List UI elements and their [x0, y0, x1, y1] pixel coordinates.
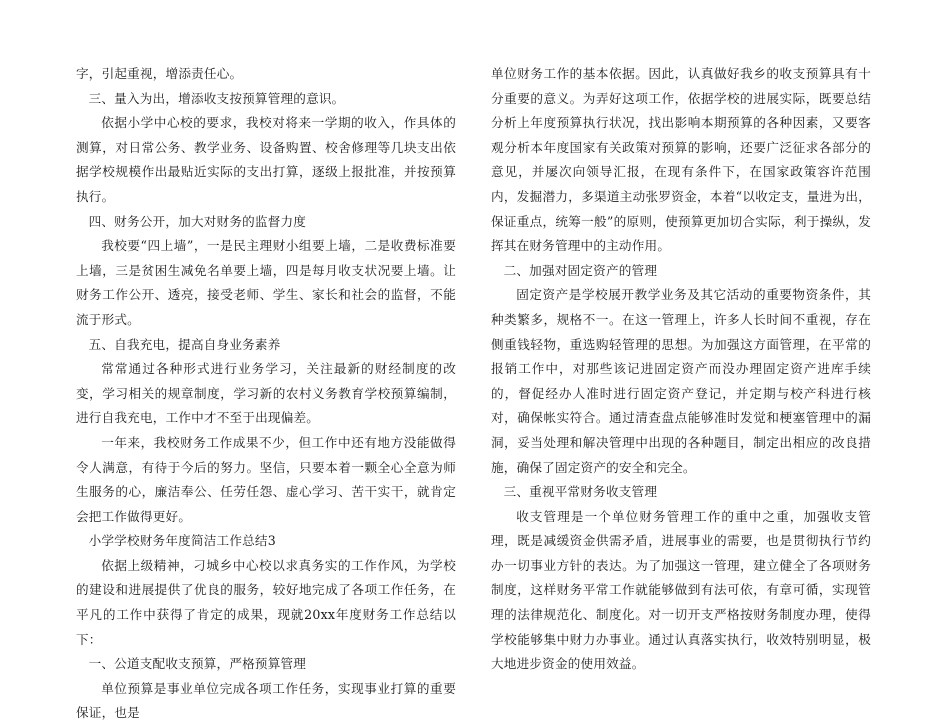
body-paragraph: 单位财务工作的基本依据。因此，认真做好我乡的收支预算具有十分重要的意义。为弄好这项工作，依据学校的进展实际，既要总结分析上年度预算执行状况，找出影响本期预算的各种因素，又要客观分析本年度国家有关政策对预算的影响，还要广泛征求各部分的意见，并屡次向领导汇报，在现有条件下，在国家政策容许范围内，发掘潜力，多渠道主动张罗资金，本着“以收定支，量进为出，保证重点，统筹一般”的原则，使预算更加切合实际，利于操纵，发挥其在财务管理中的主动作用。 — [491, 66, 871, 254]
body-paragraph: 单位预算是事业单位完成各项工作任务，实现事业打算的重要保证，也是 — [76, 680, 456, 721]
body-paragraph: 依据小学中心校的要求，我校对将来一学期的收入，作具体的测算，对日常公务、教学业务、设备购置、校舍修理等几块支出依据学校规模作出最贴近实际的支出打算，逐级上报批准，并按预算执行。 — [76, 115, 456, 204]
body-paragraph: 固定资产是学校展开教学业务及其它活动的重要物资条件，其种类繁多，规格不一。在这一管理上，许多人长时间不重视，存在侧重钱轻物，重选购轻管理的思想。为加强这方面管理，在平常的报销工作中，对那些该记进固定资产而没办理固定资产进库手续的，督促经办人准时进行固定资产登记，并定期与校产科进行核对，确保帐实符合。通过清查盘点能够准时发觉和梗塞管理中的漏洞，妥当处理和解决管理中出现的各种题目，制定出相应的改良措施，确保了固定资产的安全和完全。 — [491, 287, 871, 475]
section-heading: 一、公道支配收支预算，严格预算管理 — [88, 656, 307, 672]
body-paragraph: 收支管理是一个单位财务管理工作的重中之重，加强收支管理，既是减缓资金供需矛盾，进展事业的需要，也是贯彻执行节约办一切事业方针的表达。为了加强这一管理，建立健全了各项财务制度，这样财务平常工作就能够做到有法可依，有章可循，实现管理的法律规范化、制度化。对一切开支严格按财务制度办理，使得学校能够集中财力办事业。通过认真落实执行，收效特别明显，极大地进步资金的使用效益。 — [491, 508, 871, 672]
section-heading: 三、重视平常财务收支管理 — [503, 484, 658, 500]
body-paragraph: 依据上级精神，刁城乡中心校以求真务实的工作作风，为学校的建设和进展提供了优良的服务，较好地完成了各项工作任务，在平凡的工作中获得了肯定的成果，现就20xx年度财务工作总结以下： — [76, 557, 456, 647]
right-column — [491, 62, 871, 677]
section-heading: 二、加强对固定资产的管理 — [503, 262, 658, 278]
section-heading: 小学学校财务年度简洁工作总结3 — [88, 533, 276, 549]
body-paragraph: 常常通过各种形式进行业务学习，关注最新的财经制度的改变，学习相关的规章制度，学习新的农村义务教育学校预算编制，进行自我充电，工作中才不至于出现偏差。 — [76, 361, 456, 426]
body-paragraph: 我校要“四上墙”，一是民主理财小组要上墙，二是收费标准要上墙，三是贫困生减免名单要上墙，四是每月收支状况要上墙。让财务工作公开、透亮，接受老师、学生、家长和社会的监督，不能流于形式。 — [76, 238, 456, 327]
left-column — [76, 62, 456, 726]
section-heading: 三、量入为出，增添收支按预算管理的意识。 — [88, 90, 345, 106]
body-paragraph: 字，引起重视，增添责任心。 — [76, 66, 243, 81]
section-heading: 四、财务公开，加大对财务的监督力度 — [88, 213, 307, 229]
body-paragraph: 一年来，我校财务工作成果不少，但工作中还有地方没能做得令人满意，有待于今后的努力。坚信，只要本着一颗全心全意为师生服务的心，廉洁奉公、任劳任怨、虚心学习、苦干实干，就肯定会把工作做得更好。 — [76, 434, 456, 524]
section-heading: 五、自我充电，提高自身业务素养 — [88, 336, 281, 352]
